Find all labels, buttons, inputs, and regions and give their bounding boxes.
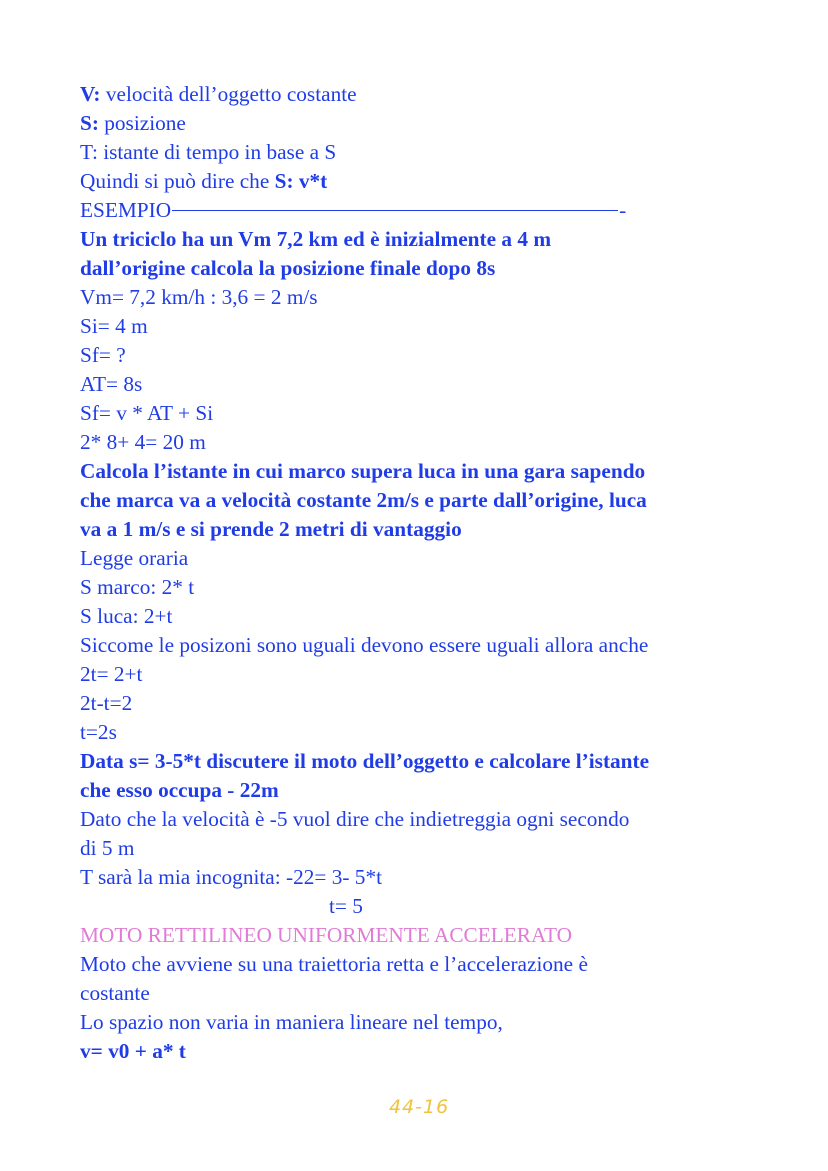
definition-t: T: istante di tempo in base a S (80, 140, 337, 164)
example-rule-end: - (619, 198, 627, 222)
solution-3-equation: T sarà la mia incognita: -22= 3- 5*t (80, 865, 383, 889)
solution-1-at: AT= 8s (80, 372, 143, 396)
solution-2-eq-2: 2t-t=2 (80, 691, 133, 715)
solution-2-luca: S luca: 2+t (80, 604, 173, 628)
solution-2-marco: S marco: 2* t (80, 575, 195, 599)
example-heading (80, 196, 780, 225)
formula-intro-text: Quindi si può dire che (80, 169, 275, 193)
term-s: S: (80, 111, 99, 135)
solution-3-result: t= 5 (329, 894, 363, 918)
problem-1-line-1: Un triciclo ha un Vm 7,2 km ed è inizialmente a 4 m (80, 227, 552, 251)
solution-2-title: Legge oraria (80, 546, 189, 570)
mrua-formula: v= v0 + a* t (80, 1039, 186, 1063)
solution-1-formula: Sf= v * AT + Si (80, 401, 214, 425)
definition-s-text: posizione (98, 111, 186, 135)
page-number: 44-16 (389, 1096, 450, 1118)
problem-2-line-2: che marca va a velocità costante 2m/s e parte dall’origine, luca (80, 488, 647, 512)
solution-1-result: 2* 8+ 4= 20 m (80, 430, 206, 454)
document-page (80, 80, 780, 1066)
definition-v (80, 80, 780, 109)
problem-2-line-1: Calcola l’istante in cui marco supera luca in una gara sapendo (80, 459, 646, 483)
mrua-description-line-2: costante (80, 981, 150, 1005)
solution-3-line-2: di 5 m (80, 836, 135, 860)
problem-3-line-2: che esso occupa - 22m (80, 778, 279, 802)
term-v: V: (80, 82, 101, 106)
formula-intro (80, 167, 780, 196)
example-label: ESEMPIO (80, 198, 172, 222)
problem-2-line-3: va a 1 m/s e si prende 2 metri di vantaggio (80, 517, 462, 541)
mrua-description-line-1: Moto che avviene su una traiettoria retta e l’accelerazione è (80, 952, 588, 976)
solution-1-vm: Vm= 7,2 km/h : 3,6 = 2 m/s (80, 285, 318, 309)
mrua-description-line-3: Lo spazio non varia in maniera lineare nel tempo, (80, 1010, 503, 1034)
solution-1-sf: Sf= ? (80, 343, 126, 367)
solution-2-eq-1: 2t= 2+t (80, 662, 143, 686)
solution-3-line-1: Dato che la velocità è -5 vuol dire che indietreggia ogni secondo (80, 807, 630, 831)
solution-2-result: t=2s (80, 720, 117, 744)
problem-3-line-1: Data s= 3-5*t discutere il moto dell’oggetto e calcolare l’istante (80, 749, 650, 773)
definition-v-text: velocità dell’oggetto costante (100, 82, 357, 106)
formula-s-vt: S: v*t (274, 169, 328, 193)
definition-s (80, 109, 780, 138)
section-heading-mrua: MOTO RETTILINEO UNIFORMENTE ACCELERATO (80, 923, 572, 947)
solution-1-si: Si= 4 m (80, 314, 148, 338)
solution-2-reasoning: Siccome le posizoni sono uguali devono essere uguali allora anche (80, 633, 649, 657)
horizontal-rule (172, 210, 618, 211)
problem-1-line-2: dall’origine calcola la posizione finale dopo 8s (80, 256, 496, 280)
